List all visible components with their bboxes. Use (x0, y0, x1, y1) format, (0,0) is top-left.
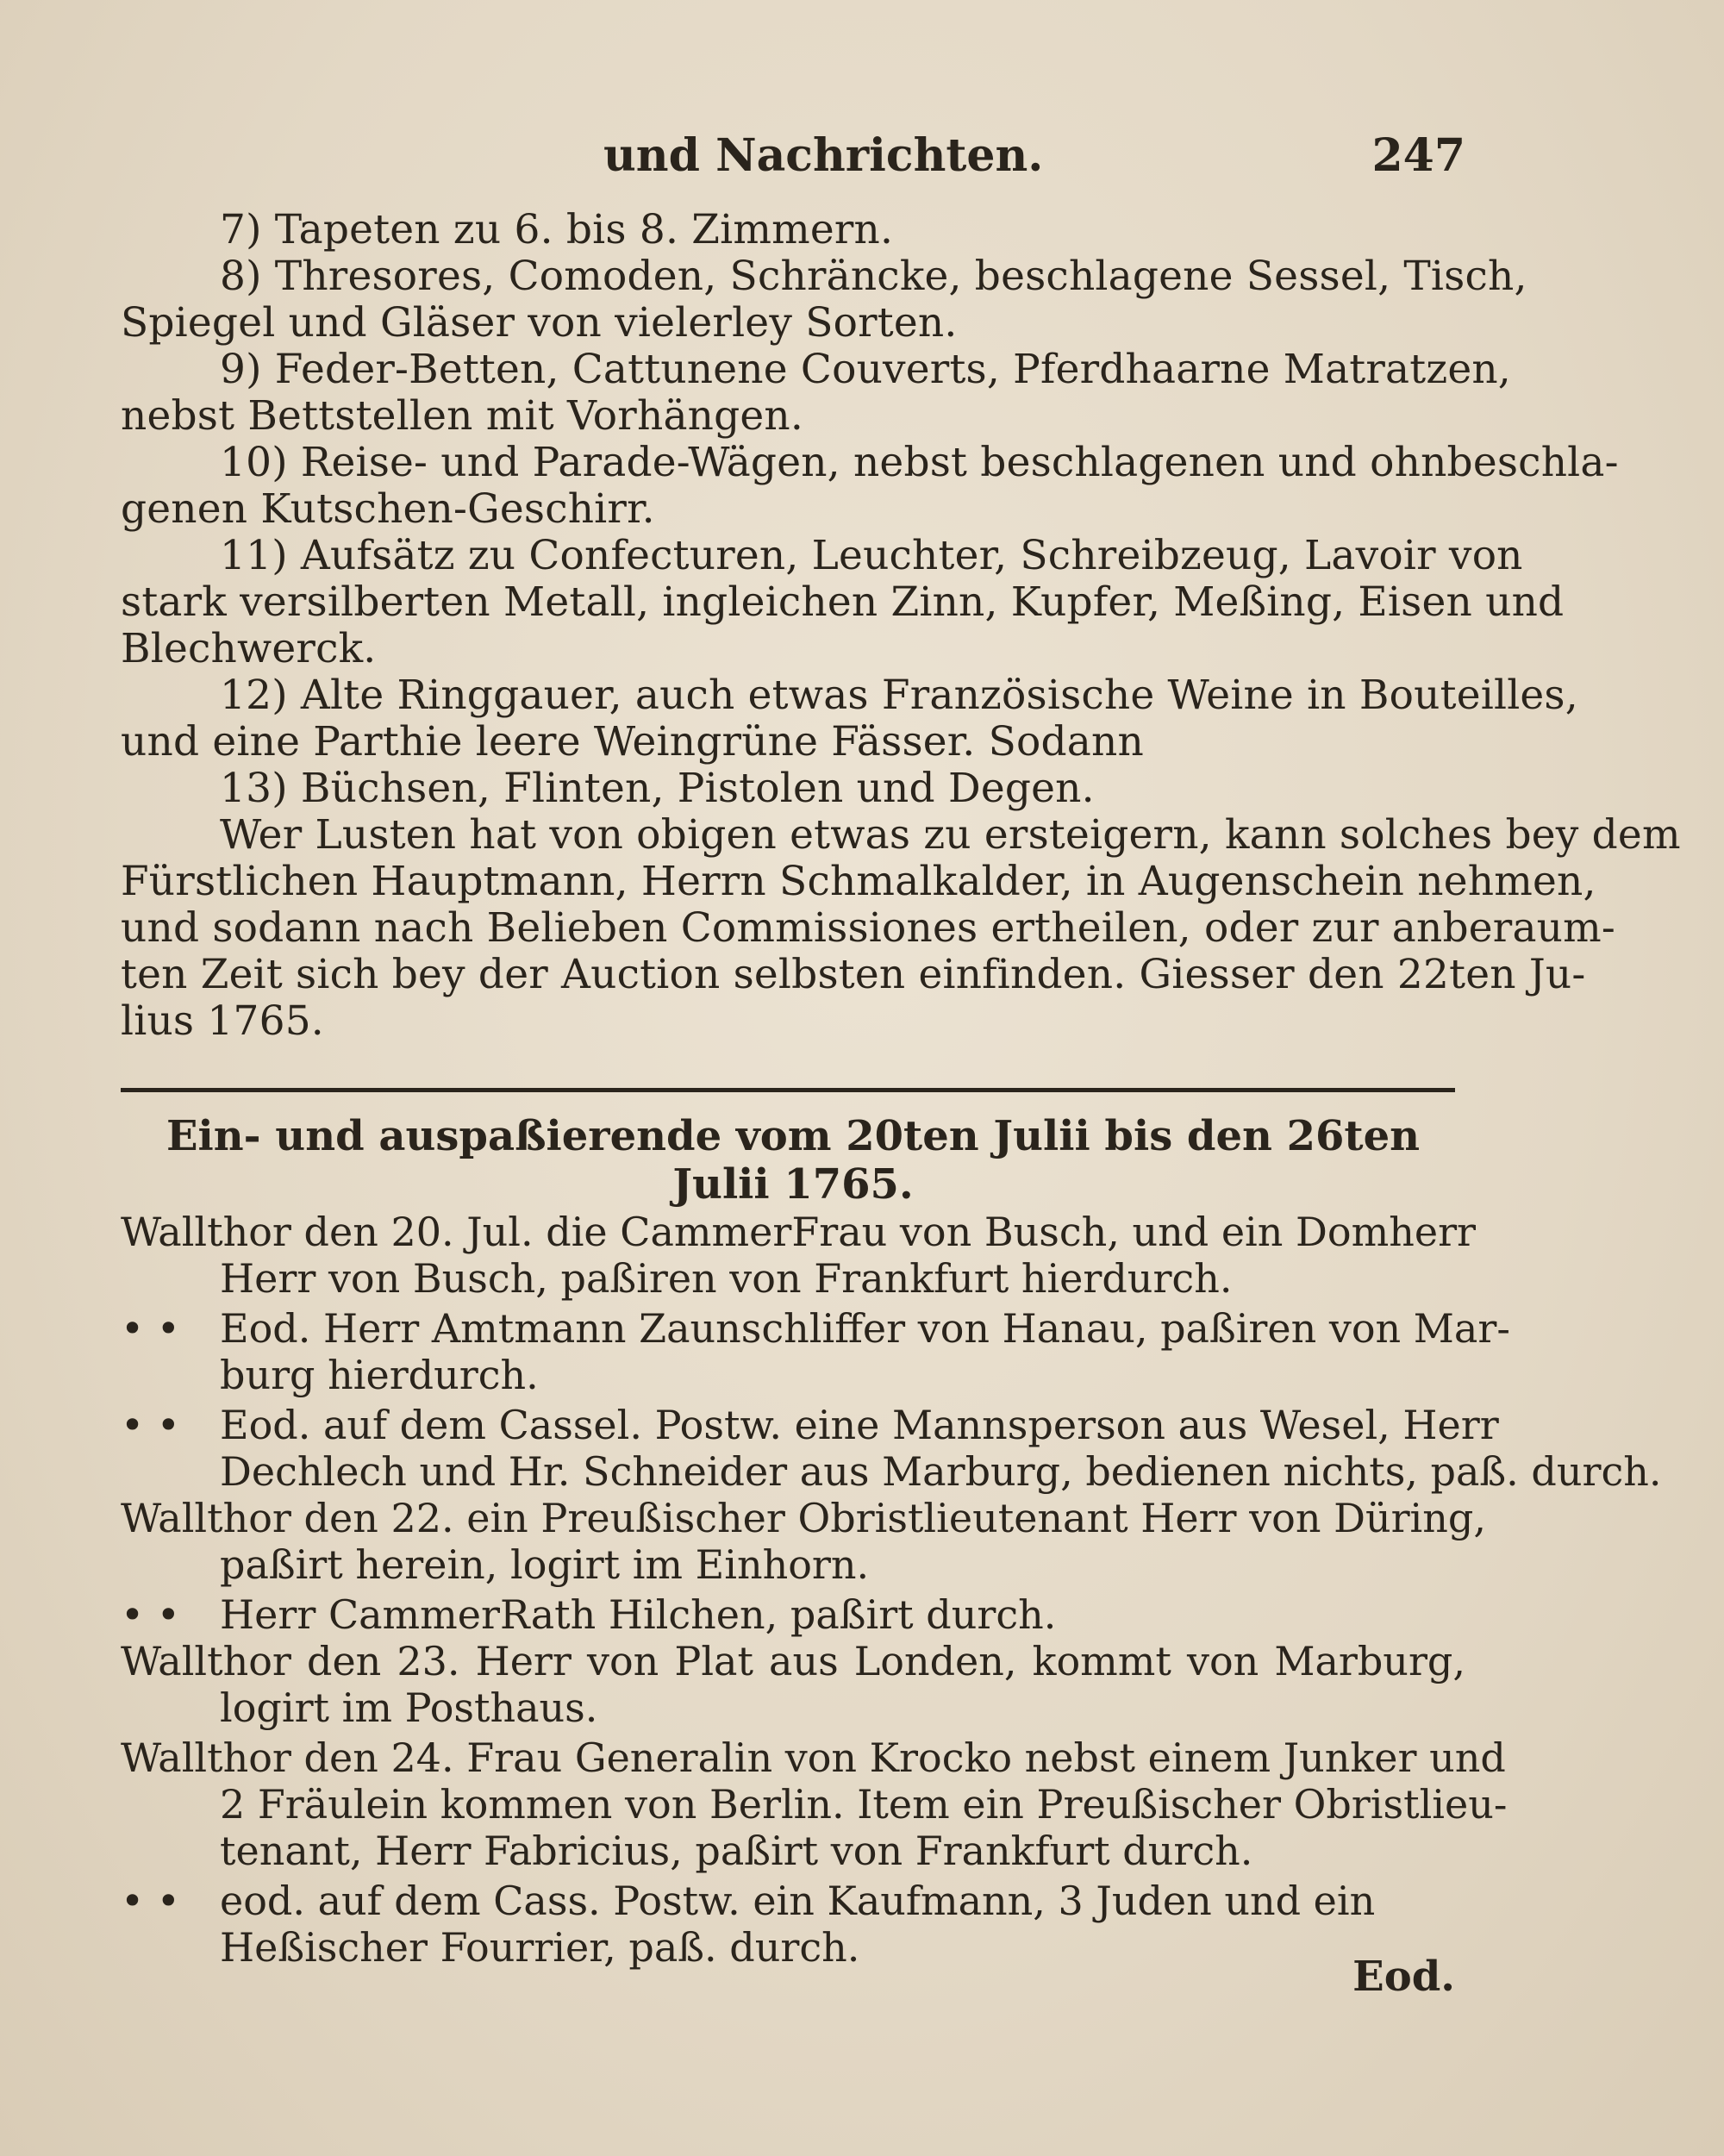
ditto-entry (121, 1591, 1465, 1638)
auction-list (121, 206, 1681, 1045)
entry-line: tenant, Herr Fabricius, paßirt von Frankfurt durch. (220, 1828, 1253, 1874)
entry-line: Dechlech und Hr. Schneider aus Marburg, bedienen nichts, paß. durch. (220, 1448, 1662, 1495)
ditto-entry (121, 1305, 1510, 1352)
travelers-section (121, 1112, 1662, 1971)
paragraph-line: Wer Lusten hat von obigen etwas zu ersteigern, kann solches bey dem (220, 811, 1681, 859)
list-item-continuation: nebst Bettstellen mit Vorhängen. (121, 392, 804, 440)
list-item-continuation: und eine Parthie leere Weingrüne Fässer. Sodann (121, 718, 1144, 766)
list-item: 10) Reise- und Parade-Wägen, nebst beschlagenen und ohnbeschla- (220, 439, 1619, 486)
entry-line: Wallthor den 22. ein Preußischer Obristlieutenant Herr von Düring, (121, 1495, 1486, 1541)
ditto-mark: • • (121, 1305, 180, 1352)
list-item-continuation: genen Kutschen-Geschirr. (121, 485, 655, 533)
running-title: und Nachrichten. (603, 129, 1044, 182)
list-item-continuation: stark versilberten Metall, ingleichen Zinn, Kupfer, Meßing, Eisen und (121, 578, 1565, 626)
ditto-mark: • • (121, 1591, 180, 1638)
entry-line: logirt im Posthaus. (220, 1684, 598, 1731)
list-item: 13) Büchsen, Flinten, Pistolen und Degen. (220, 765, 1095, 812)
entry-line: Heßischer Fourrier, paß. durch. (220, 1924, 860, 1971)
entry-line: Wallthor den 23. Herr von Plat aus Londen, kommt von Marburg, (121, 1638, 1465, 1684)
entry-text: Eod. auf dem Cassel. Postw. eine Mannsperson aus Wesel, Herr (220, 1402, 1499, 1448)
catchword: Eod. (1352, 1953, 1455, 2001)
list-item: 9) Feder-Betten, Cattunene Couverts, Pferdhaarne Matratzen, (220, 346, 1511, 393)
list-item: 8) Thresores, Comoden, Schräncke, beschlagene Sessel, Tisch, (220, 253, 1527, 300)
page-header (121, 129, 1465, 190)
section-heading-continuation: Julii 1765. (672, 1160, 914, 1209)
section-divider (121, 1088, 1455, 1092)
list-item: 11) Aufsätz zu Confecturen, Leuchter, Schreibzeug, Lavoir von (220, 532, 1523, 579)
list-item: 7) Tapeten zu 6. bis 8. Zimmern. (220, 206, 894, 253)
list-item-continuation: Blechwerck. (121, 625, 377, 672)
section-heading: Ein- und auspaßierende vom 20ten Julii bis den 26ten (166, 1112, 1421, 1160)
paragraph-line: lius 1765. (121, 997, 324, 1045)
ditto-mark: • • (121, 1878, 180, 1924)
entry-line: paßirt herein, logirt im Einhorn. (220, 1541, 870, 1588)
ditto-entry (121, 1402, 1499, 1448)
entry-text: eod. auf dem Cass. Postw. ein Kaufmann, 3 Juden und ein (220, 1878, 1376, 1924)
entry-line: burg hierdurch. (220, 1352, 539, 1398)
entry-text: Herr CammerRath Hilchen, paßirt durch. (220, 1591, 1057, 1638)
ditto-mark: • • (121, 1402, 180, 1448)
entry-line: 2 Fräulein kommen von Berlin. Item ein Preußischer Obristlieu- (220, 1781, 1508, 1828)
ditto-entry (121, 1878, 1465, 1924)
paragraph-line: ten Zeit sich bey der Auction selbsten einfinden. Giesser den 22ten Ju- (121, 951, 1586, 998)
paragraph-line: und sodann nach Belieben Commissiones ertheilen, oder zur anberaum- (121, 904, 1615, 952)
entry-line: Herr von Busch, paßiren von Frankfurt hierdurch. (220, 1255, 1233, 1302)
page-number: 247 (1371, 129, 1465, 182)
entry-line: Wallthor den 24. Frau Generalin von Krocko nebst einem Junker und (121, 1734, 1506, 1781)
paragraph-line: Fürstlichen Hauptmann, Herrn Schmalkalder, in Augenschein nehmen, (121, 858, 1596, 905)
list-item-continuation: Spiegel und Gläser von vielerley Sorten. (121, 299, 958, 347)
entry-line: Wallthor den 20. Jul. die CammerFrau von Busch, und ein Domherr (121, 1209, 1477, 1255)
list-item: 12) Alte Ringgauer, auch etwas Französische Weine in Bouteilles, (220, 672, 1578, 719)
entry-text: Eod. Herr Amtmann Zaunschliffer von Hanau, paßiren von Mar- (220, 1305, 1510, 1352)
